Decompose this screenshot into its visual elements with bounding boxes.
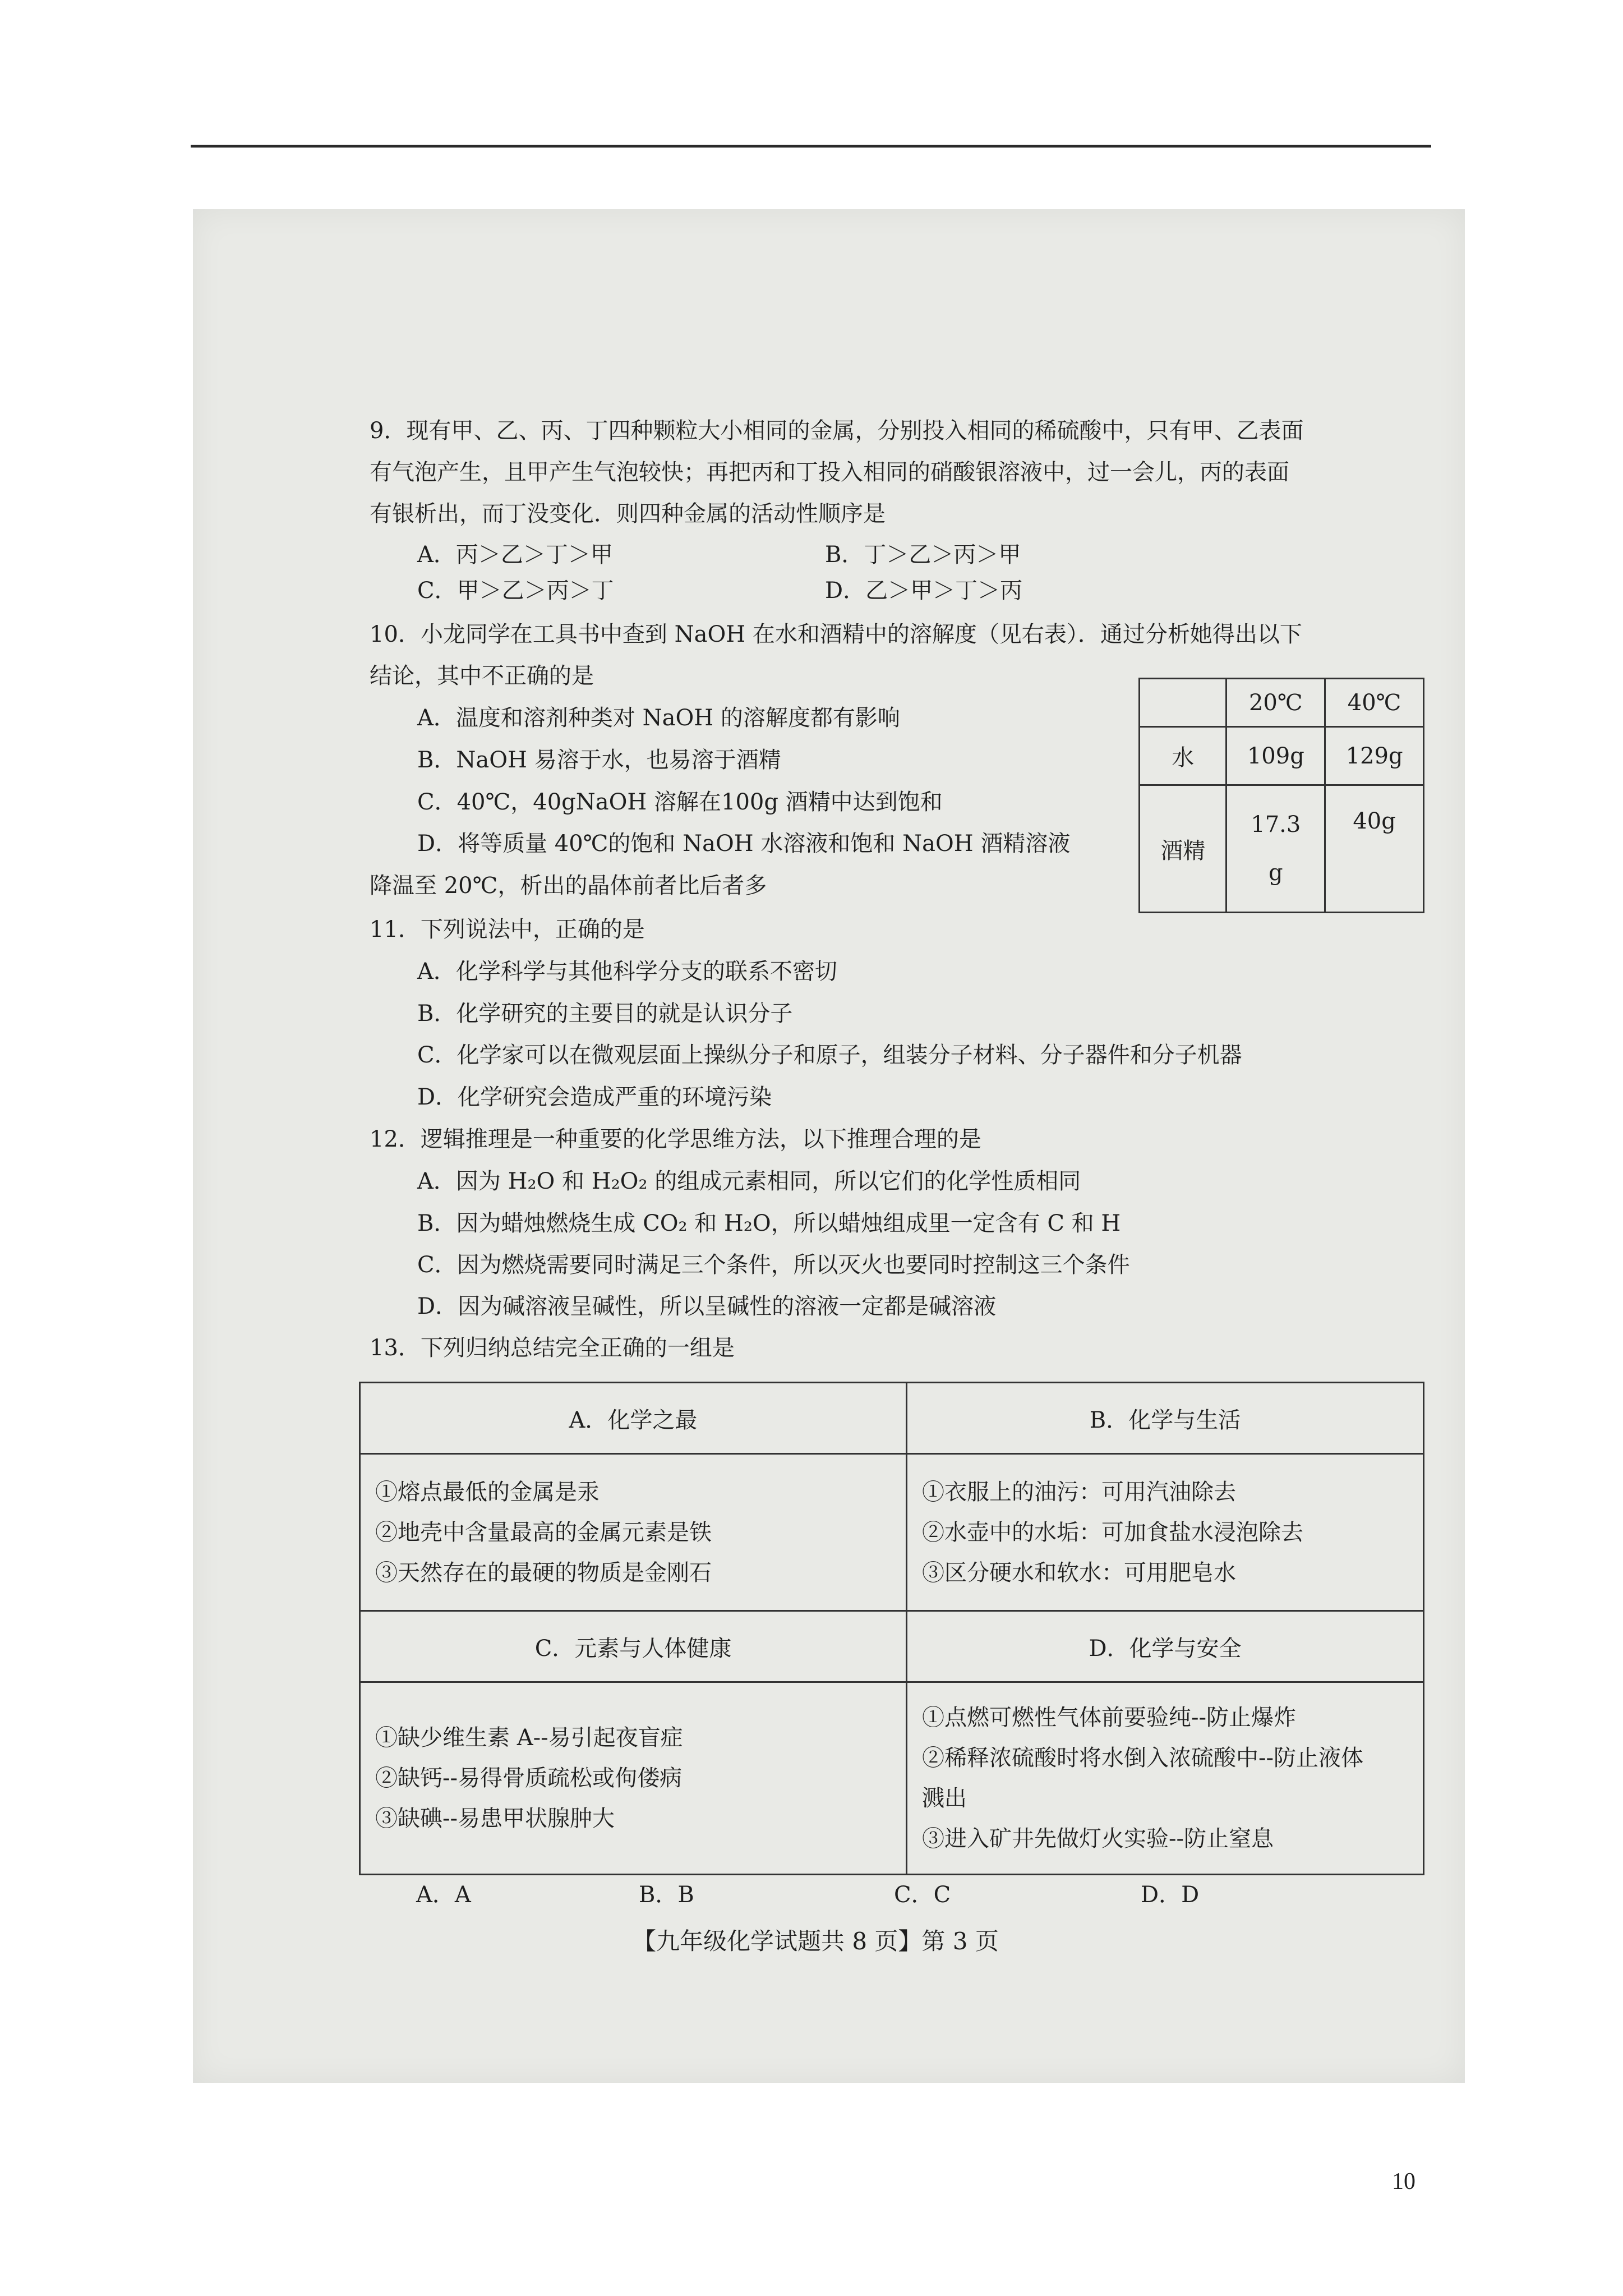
group-b-item-1: ①衣服上的油污：可用汽油除去 — [922, 1479, 1236, 1505]
group-d-item-1: ①点燃可燃性气体前要验纯--防止爆炸 — [922, 1705, 1297, 1731]
q10-option-d: D．将等质量 40℃的饱和 NaOH 水溶液和饱和 NaOH 酒精溶液 — [417, 831, 1071, 857]
table-header-40c: 40℃ — [1325, 679, 1424, 727]
group-b-title: B．化学与生活 — [907, 1383, 1424, 1454]
q10-option-a: A．温度和溶剂种类对 NaOH 的溶解度都有影响 — [417, 705, 900, 731]
table-corner — [1140, 679, 1227, 727]
header-rule — [191, 145, 1431, 148]
group-d-items — [907, 1682, 1424, 1875]
water-20c: 109g — [1227, 727, 1325, 785]
group-a-title: A．化学之最 — [360, 1383, 907, 1454]
group-c-items — [360, 1682, 907, 1875]
group-c-title: C．元素与人体健康 — [360, 1611, 907, 1682]
q9-line-1: 9．现有甲、乙、丙、丁四种颗粒大小相同的金属，分别投入相同的稀硫酸中，只有甲、乙表面 — [370, 418, 1304, 444]
summary-table — [359, 1382, 1424, 1875]
group-b-items — [907, 1454, 1424, 1611]
q12-stem: 12．逻辑推理是一种重要的化学思维方法，以下推理合理的是 — [370, 1126, 981, 1152]
q13-answer-a: A．A — [416, 1882, 471, 1908]
group-a-item-3: ③天然存在的最硬的物质是金刚石 — [375, 1559, 712, 1586]
group-b-item-2: ②水壶中的水垢：可加食盐水浸泡除去 — [922, 1519, 1303, 1545]
q13-answer-d: D．D — [1141, 1882, 1200, 1908]
group-a-item-1: ①熔点最低的金属是汞 — [375, 1479, 600, 1505]
q13-stem: 13．下列归纳总结完全正确的一组是 — [370, 1335, 735, 1361]
page-footer: 【九年级化学试题共 8 页】第 3 页 — [633, 1927, 999, 1955]
q12-option-c: C．因为燃烧需要同时满足三个条件，所以灭火也要同时控制这三个条件 — [417, 1252, 1130, 1278]
q10-option-b: B．NaOH 易溶于水，也易溶于酒精 — [417, 747, 781, 773]
q12-option-a: A．因为 H₂O 和 H₂O₂ 的组成元素相同，所以它们的化学性质相同 — [417, 1168, 1081, 1194]
q10-line-2: 结论，其中不正确的是 — [370, 663, 594, 689]
alcohol-20c-unit: g — [1269, 860, 1283, 886]
row-label-water: 水 — [1140, 727, 1227, 785]
q9-option-b: B．丁＞乙＞丙＞甲 — [825, 542, 1021, 568]
page-number: 10 — [1392, 2169, 1415, 2194]
group-a-items — [360, 1454, 907, 1611]
alcohol-20c-value: 17.3 — [1251, 812, 1301, 838]
q12-option-d: D．因为碱溶液呈碱性，所以呈碱性的溶液一定都是碱溶液 — [417, 1294, 997, 1319]
q11-option-d: D．化学研究会造成严重的环境污染 — [417, 1084, 772, 1110]
q13-answer-c: C．C — [894, 1882, 951, 1908]
q11-stem: 11．下列说法中，正确的是 — [370, 917, 645, 942]
q10-line-1: 10．小龙同学在工具书中查到 NaOH 在水和酒精中的溶解度（见右表）．通过分析她得出以下 — [370, 622, 1302, 647]
q11-option-c: C．化学家可以在微观层面上操纵分子和原子，组装分子材料、分子器件和分子机器 — [417, 1042, 1242, 1068]
q10-option-d-cont: 降温至 20℃，析出的晶体前者比后者多 — [370, 873, 767, 899]
q9-option-c: C．甲＞乙＞丙＞丁 — [417, 578, 614, 604]
group-d-title: D．化学与安全 — [907, 1611, 1424, 1682]
group-a-item-2: ②地壳中含量最高的金属元素是铁 — [375, 1519, 712, 1545]
solubility-table — [1138, 678, 1424, 913]
group-b-item-3: ③区分硬水和软水：可用肥皂水 — [922, 1559, 1236, 1586]
q11-option-a: A．化学科学与其他科学分支的联系不密切 — [417, 959, 837, 984]
group-d-item-2-cont: 溅出 — [922, 1786, 967, 1811]
q9-line-3: 有银析出，而丁没变化．则四种金属的活动性顺序是 — [370, 501, 886, 527]
q11-option-b: B．化学研究的主要目的就是认识分子 — [417, 1001, 793, 1027]
group-d-item-3: ③进入矿井先做灯火实验--防止窒息 — [922, 1826, 1274, 1852]
group-c-item-1: ①缺少维生素 A--易引起夜盲症 — [375, 1725, 683, 1751]
row-label-alcohol: 酒精 — [1140, 785, 1227, 913]
q13-answer-b: B．B — [639, 1882, 694, 1908]
alcohol-20c — [1227, 785, 1325, 913]
q9-option-d: D．乙＞甲＞丁＞丙 — [825, 578, 1023, 604]
table-header-20c: 20℃ — [1227, 679, 1325, 727]
alcohol-40c: 40g — [1325, 785, 1424, 913]
q12-option-b: B．因为蜡烛燃烧生成 CO₂ 和 H₂O，所以蜡烛组成里一定含有 C 和 H — [417, 1211, 1121, 1236]
q10-option-c: C．40℃，40gNaOH 溶解在100g 酒精中达到饱和 — [417, 789, 943, 815]
group-c-item-3: ③缺碘--易患甲状腺肿大 — [375, 1806, 615, 1832]
group-d-item-2: ②稀释浓硫酸时将水倒入浓硫酸中--防止液体 — [922, 1745, 1364, 1771]
q9-option-a: A．丙＞乙＞丁＞甲 — [417, 542, 613, 568]
scanned-exam-page — [193, 209, 1465, 2083]
q9-line-2: 有气泡产生，且甲产生气泡较快；再把丙和丁投入相同的硝酸银溶液中，过一会儿，丙的表面 — [370, 459, 1289, 485]
water-40c: 129g — [1325, 727, 1424, 785]
group-c-item-2: ②缺钙--易得骨质疏松或佝偻病 — [375, 1765, 683, 1791]
